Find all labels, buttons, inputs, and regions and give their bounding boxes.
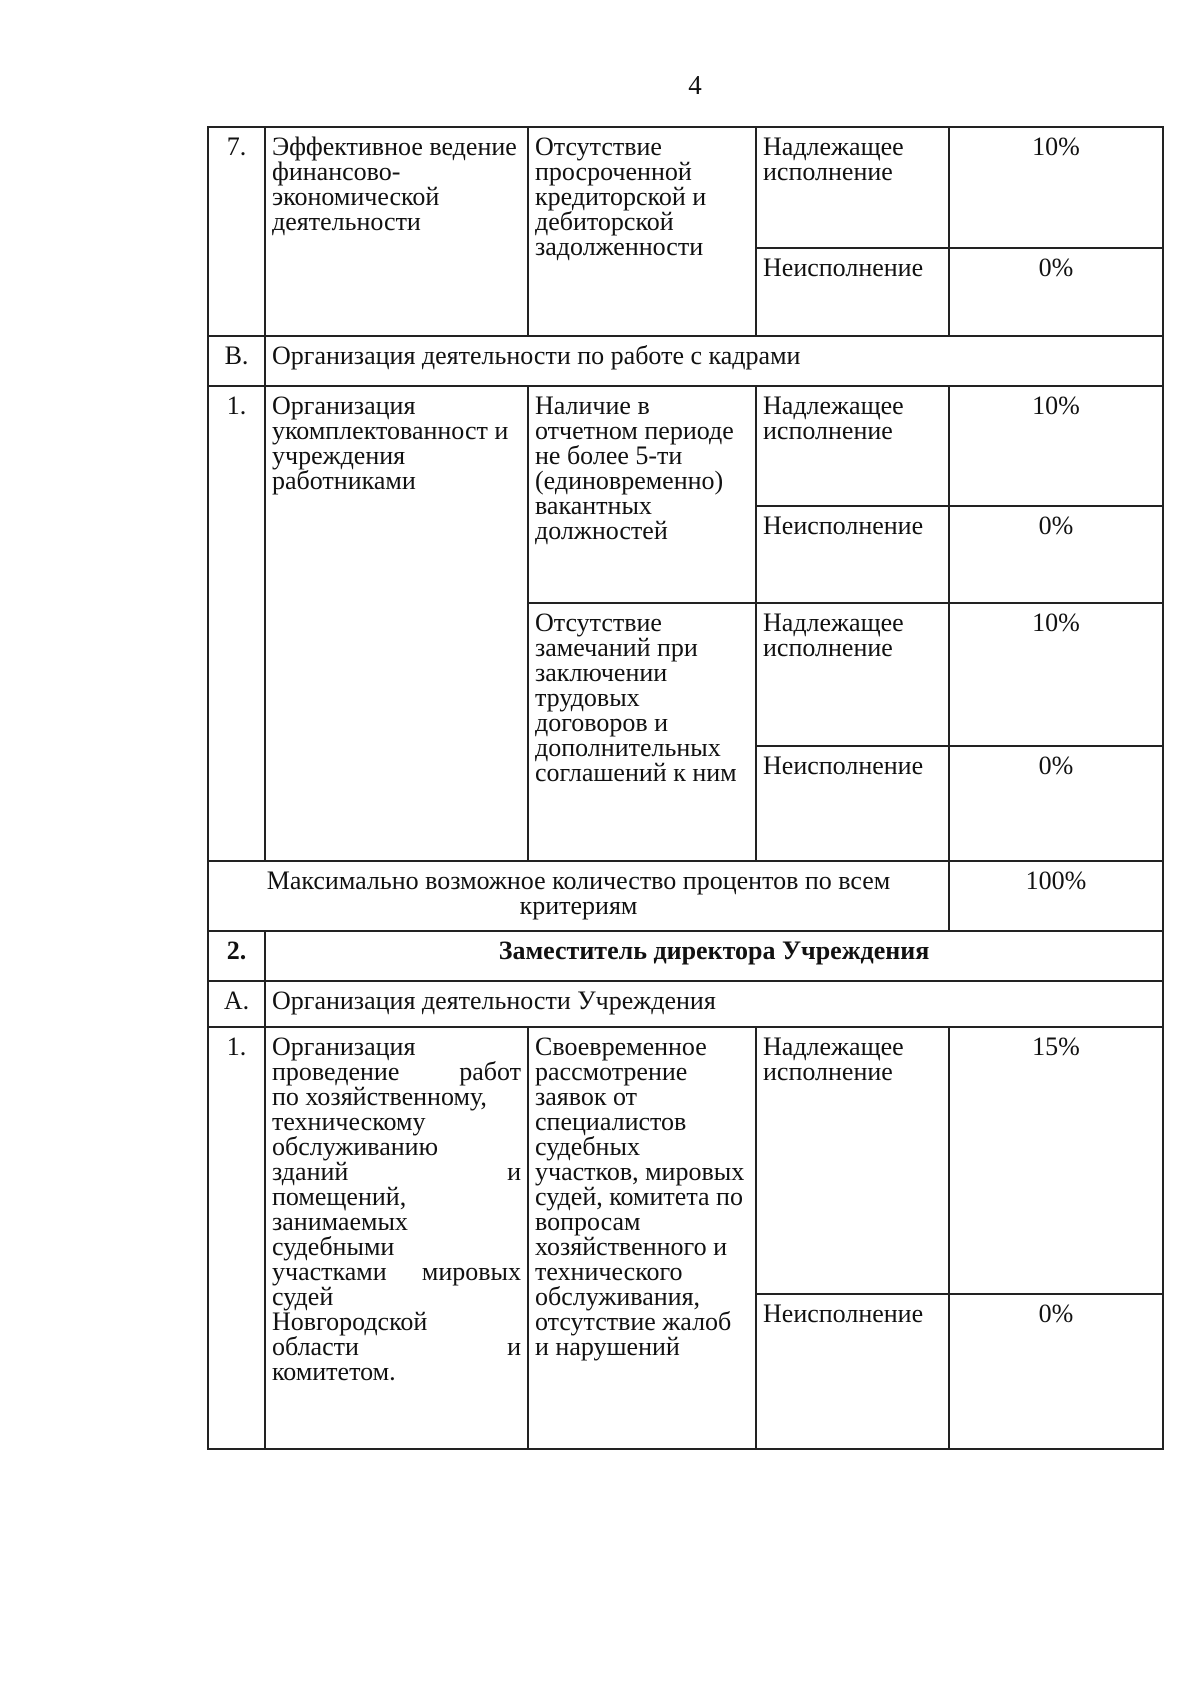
criterion-lines — [272, 1034, 521, 1384]
criterion-line-text: комитетом. — [272, 1357, 396, 1386]
indicator-cell: Наличие в отчетном периоде не более 5-ти (единовременно) вакантных должностей — [528, 386, 756, 603]
percent-cell: 15% — [949, 1027, 1163, 1294]
criterion-line-text: области — [272, 1332, 359, 1361]
criterion-line-text: обслуживанию — [272, 1132, 439, 1161]
criterion-line — [272, 1134, 521, 1159]
total-label: Максимально возможное количество процентов по всем критериям — [208, 861, 949, 931]
criterion-line-text: проведение — [272, 1057, 400, 1086]
section-title: Организация деятельности по работе с кадрами — [265, 336, 1163, 386]
percent-cell: 0% — [949, 746, 1163, 861]
page-number: 4 — [688, 70, 702, 100]
criterion-line-end: мировых — [421, 1257, 521, 1286]
criterion-cell: Эффективное ведение финансово-экономической деятельности — [265, 127, 528, 336]
criterion-line — [272, 1059, 521, 1084]
row-number: 1. — [208, 386, 265, 861]
criteria-table — [207, 126, 1164, 1450]
criterion-line — [272, 1184, 521, 1209]
total-row — [208, 861, 1163, 931]
indicator-cell: Своевременное рассмотрение заявок от специалистов судебных участков, мировых судей, комитета по вопросам хозяйственного и технического обслуживания, отсутствие жалоб и нарушений — [528, 1027, 756, 1449]
criterion-line-text: занимаемых — [272, 1207, 408, 1236]
criterion-line — [272, 1359, 521, 1384]
criterion-line-text: судебными — [272, 1232, 395, 1261]
criterion-line — [272, 1159, 521, 1184]
outcome-cell: Надлежащее исполнение — [756, 1027, 949, 1294]
table-row — [208, 386, 1163, 506]
indicator-cell: Отсутствие просроченной кредиторской и дебиторской задолженности — [528, 127, 756, 336]
indicator-cell: Отсутствие замечаний при заключении трудовых договоров и дополнительных соглашений к ним — [528, 603, 756, 861]
criterion-line-text: зданий — [272, 1157, 349, 1186]
outcome-cell: Надлежащее исполнение — [756, 603, 949, 746]
criterion-line-text: Организация — [272, 1032, 416, 1061]
section-row — [208, 931, 1163, 981]
criterion-line — [272, 1234, 521, 1259]
criterion-line — [272, 1259, 521, 1284]
criterion-line-text: судей — [272, 1282, 334, 1311]
section-letter: B. — [208, 336, 265, 386]
criterion-line — [272, 1109, 521, 1134]
criterion-line — [272, 1284, 521, 1309]
percent-cell: 0% — [949, 1294, 1163, 1449]
criterion-line-text: помещений, — [272, 1182, 407, 1211]
percent-cell: 10% — [949, 386, 1163, 506]
criterion-line — [272, 1334, 521, 1359]
outcome-cell: Надлежащее исполнение — [756, 127, 949, 248]
percent-cell: 10% — [949, 603, 1163, 746]
outcome-cell: Неисполнение — [756, 506, 949, 603]
table-row — [208, 127, 1163, 248]
outcome-cell: Неисполнение — [756, 746, 949, 861]
criterion-line-end: работ — [459, 1057, 521, 1086]
section-row — [208, 336, 1163, 386]
row-number: 1. — [208, 1027, 265, 1449]
criterion-line-end: и — [507, 1157, 521, 1186]
outcome-cell: Неисполнение — [756, 1294, 949, 1449]
criterion-line — [272, 1034, 521, 1059]
section-letter: А. — [208, 981, 265, 1027]
percent-cell: 10% — [949, 127, 1163, 248]
percent-cell: 0% — [949, 506, 1163, 603]
criterion-line — [272, 1309, 521, 1334]
criterion-line-end: и — [507, 1332, 521, 1361]
percent-cell: 0% — [949, 248, 1163, 336]
section-number: 2. — [208, 931, 265, 981]
criterion-line — [272, 1209, 521, 1234]
criterion-cell: Организация укомплектованност и учреждения работниками — [265, 386, 528, 861]
criterion-line-text: техническому — [272, 1107, 426, 1136]
section-title: Организация деятельности Учреждения — [265, 981, 1163, 1027]
row-number: 7. — [208, 127, 265, 336]
outcome-cell: Надлежащее исполнение — [756, 386, 949, 506]
criterion-line-text: по хозяйственному, — [272, 1082, 487, 1111]
outcome-cell: Неисполнение — [756, 248, 949, 336]
section-title: Заместитель директора Учреждения — [265, 931, 1163, 981]
criterion-line-text: участками — [272, 1257, 387, 1286]
total-value: 100% — [949, 861, 1163, 931]
table-row — [208, 1027, 1163, 1294]
criterion-line — [272, 1084, 521, 1109]
section-row — [208, 981, 1163, 1027]
criterion-cell — [265, 1027, 528, 1449]
criterion-line-text: Новгородской — [272, 1307, 428, 1336]
